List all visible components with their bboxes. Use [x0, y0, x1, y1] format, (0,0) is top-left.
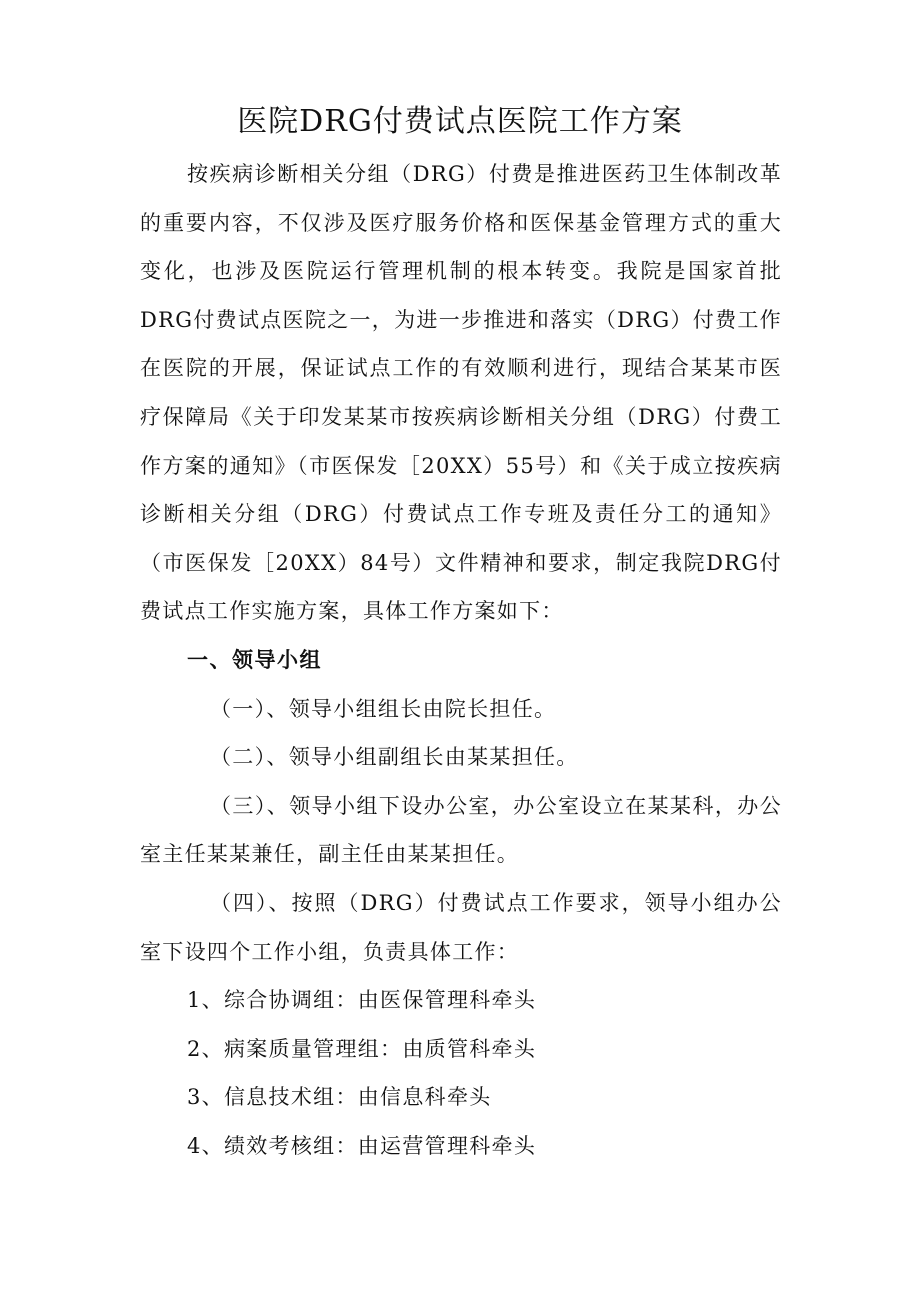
section-item: （四）、按照（DRG）付费试点工作要求，领导小组办公室下设四个工作小组，负责具体工作： — [140, 890, 782, 964]
group-item: 3、信息技术组：由信息科牵头 — [187, 1085, 492, 1110]
section-item: （二）、领导小组副组长由某某担任。 — [210, 745, 579, 770]
group-item: 2、病案质量管理组：由质管科牵头 — [187, 1036, 537, 1061]
document-body — [140, 150, 782, 1170]
section-heading: 一、领导小组 — [187, 647, 322, 672]
group-item: 4、绩效考核组：由运营管理科牵头 — [187, 1133, 537, 1158]
section-item: （一）、领导小组组长由院长担任。 — [210, 696, 557, 721]
document-title: 医院DRG付费试点医院工作方案 — [237, 104, 683, 139]
section-item: （三）、领导小组下设办公室，办公室设立在某某科，办公室主任某某兼任，副主任由某某担任。 — [140, 793, 782, 867]
group-item: 1、综合协调组：由医保管理科牵头 — [187, 988, 537, 1013]
intro-paragraph: 按疾病诊断相关分组（DRG）付费是推进医药卫生体制改革的重要内容，不仅涉及医疗服务价格和医保基金管理方式的重大变化，也涉及医院运行管理机制的根本转变。我院是国家首批DRG付费试点医院之一，为进一步推进和落实（DRG）付费工作在医院的开展，保证试点工作的有效顺利进行，现结合某某市医疗保障局《关于印发某某市按疾病诊断相关分组（DRG）付费工作方案的通知》（市医保发［20XX）55号）和《关于成立按疾病诊断相关分组（DRG）付费试点工作专班及责任分工的通知》（市医保发［20XX）84号）文件精神和要求，制定我院DRG付费试点工作实施方案，具体工作方案如下： — [140, 162, 782, 624]
